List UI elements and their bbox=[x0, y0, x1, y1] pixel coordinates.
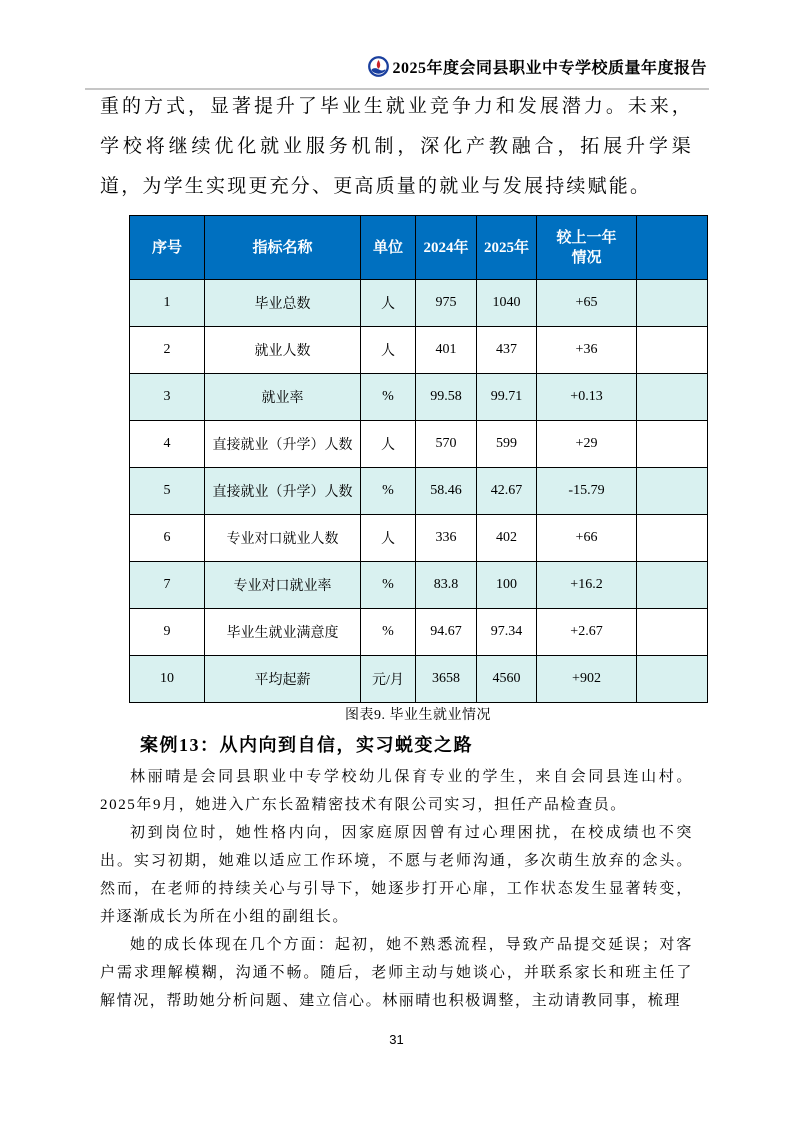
employment-table bbox=[129, 215, 708, 703]
table-cell: 人 bbox=[361, 327, 416, 374]
table-cell bbox=[637, 468, 708, 515]
table-cell: 就业率 bbox=[205, 374, 361, 421]
case-paragraph: 她的成长体现在几个方面：起初，她不熟悉流程，导致产品提交延误；对客户需求理解模糊，沟通不畅。随后，老师主动与她谈心，并联系家长和班主任了解情况，帮助她分析问题、建立信心。林丽晴也积极调整，主动请教同事，梳理 bbox=[100, 937, 693, 1009]
table-cell: 42.67 bbox=[477, 468, 537, 515]
table-cell bbox=[637, 374, 708, 421]
table-cell: 人 bbox=[361, 280, 416, 327]
table-cell bbox=[637, 515, 708, 562]
table-row bbox=[130, 280, 708, 327]
case-study-body bbox=[100, 763, 693, 1015]
table-row bbox=[130, 327, 708, 374]
table-row bbox=[130, 609, 708, 656]
table-cell: 599 bbox=[477, 421, 537, 468]
column-header: 指标名称 bbox=[205, 216, 361, 280]
table-cell: +66 bbox=[537, 515, 637, 562]
table-cell: 直接就业（升学）人数 bbox=[205, 468, 361, 515]
table-row bbox=[130, 656, 708, 703]
table-cell: 5 bbox=[130, 468, 205, 515]
case-paragraph: 林丽晴是会同县职业中专学校幼儿保育专业的学生，来自会同县连山村。2025年9月，她进入广东长盈精密技术有限公司实习，担任产品检查员。 bbox=[100, 769, 693, 813]
table-row bbox=[130, 421, 708, 468]
table-cell: 3 bbox=[130, 374, 205, 421]
table-cell: +36 bbox=[537, 327, 637, 374]
table-cell: 10 bbox=[130, 656, 205, 703]
table-cell: 94.67 bbox=[416, 609, 477, 656]
table-cell: 4560 bbox=[477, 656, 537, 703]
table-cell bbox=[637, 562, 708, 609]
table-row bbox=[130, 562, 708, 609]
table-cell: 专业对口就业率 bbox=[205, 562, 361, 609]
table-cell: 99.71 bbox=[477, 374, 537, 421]
table-cell: 97.34 bbox=[477, 609, 537, 656]
table-row bbox=[130, 374, 708, 421]
column-header: 2025年 bbox=[477, 216, 537, 280]
table-cell: +2.67 bbox=[537, 609, 637, 656]
case-paragraph: 初到岗位时，她性格内向，因家庭原因曾有过心理困扰，在校成绩也不突出。实习初期，她难以适应工作环境，不愿与老师沟通，多次萌生放弃的念头。然而，在老师的持续关心与引导下，她逐步打开心扉，工作状态发生显著转变，并逐渐成长为所在小组的副组长。 bbox=[100, 825, 693, 925]
table-cell: 毕业生就业满意度 bbox=[205, 609, 361, 656]
table-cell: 1 bbox=[130, 280, 205, 327]
table-cell: +0.13 bbox=[537, 374, 637, 421]
table-cell bbox=[637, 327, 708, 374]
table-cell: 336 bbox=[416, 515, 477, 562]
table-cell: 毕业总数 bbox=[205, 280, 361, 327]
table-cell: 99.58 bbox=[416, 374, 477, 421]
table-cell: 9 bbox=[130, 609, 205, 656]
table-cell: 83.8 bbox=[416, 562, 477, 609]
table-cell: 专业对口就业人数 bbox=[205, 515, 361, 562]
column-header: 序号 bbox=[130, 216, 205, 280]
table-cell: 人 bbox=[361, 515, 416, 562]
table-cell: +16.2 bbox=[537, 562, 637, 609]
table-cell: +29 bbox=[537, 421, 637, 468]
table-cell: 437 bbox=[477, 327, 537, 374]
table-row bbox=[130, 515, 708, 562]
table-cell: 直接就业（升学）人数 bbox=[205, 421, 361, 468]
table-row bbox=[130, 468, 708, 515]
table-cell: 6 bbox=[130, 515, 205, 562]
table-cell: 1040 bbox=[477, 280, 537, 327]
table-cell: -15.79 bbox=[537, 468, 637, 515]
table-cell: 3658 bbox=[416, 656, 477, 703]
table-cell: 人 bbox=[361, 421, 416, 468]
table-cell bbox=[637, 280, 708, 327]
table-cell bbox=[637, 656, 708, 703]
table-cell: 2 bbox=[130, 327, 205, 374]
table-cell: % bbox=[361, 562, 416, 609]
table-cell: 100 bbox=[477, 562, 537, 609]
table-cell: +65 bbox=[537, 280, 637, 327]
table-cell: 7 bbox=[130, 562, 205, 609]
column-header: 较上一年情况 bbox=[537, 216, 637, 280]
table-cell: 58.46 bbox=[416, 468, 477, 515]
table-cell bbox=[637, 609, 708, 656]
table-cell: % bbox=[361, 609, 416, 656]
column-header bbox=[637, 216, 708, 280]
table-cell: 402 bbox=[477, 515, 537, 562]
table-cell: % bbox=[361, 374, 416, 421]
table-body bbox=[130, 280, 708, 703]
table-header-row bbox=[130, 216, 708, 280]
case-study-heading: 案例13：从内向到自信，实习蜕变之路 bbox=[140, 735, 473, 755]
table-cell: 平均起薪 bbox=[205, 656, 361, 703]
school-emblem-icon bbox=[368, 56, 389, 77]
report-title: 2025年度会同县职业中专学校质量年度报告 bbox=[392, 59, 707, 77]
table-cell: 就业人数 bbox=[205, 327, 361, 374]
intro-paragraph: 重的方式，显著提升了毕业生就业竞争力和发展潜力。未来，学校将继续优化就业服务机制，深化产教融合，拓展升学渠道，为学生实现更充分、更高质量的就业与发展持续赋能。 bbox=[100, 96, 693, 197]
table-cell: 975 bbox=[416, 280, 477, 327]
page-header bbox=[88, 52, 707, 80]
table-cell: 401 bbox=[416, 327, 477, 374]
table-cell: 4 bbox=[130, 421, 205, 468]
table-caption: 图表9. 毕业生就业情况 bbox=[345, 708, 491, 723]
page-number: 31 bbox=[389, 1032, 404, 1047]
table-cell bbox=[637, 421, 708, 468]
table-cell: 570 bbox=[416, 421, 477, 468]
column-header: 单位 bbox=[361, 216, 416, 280]
table-cell: +902 bbox=[537, 656, 637, 703]
column-header: 2024年 bbox=[416, 216, 477, 280]
table-cell: % bbox=[361, 468, 416, 515]
table-cell: 元/月 bbox=[361, 656, 416, 703]
